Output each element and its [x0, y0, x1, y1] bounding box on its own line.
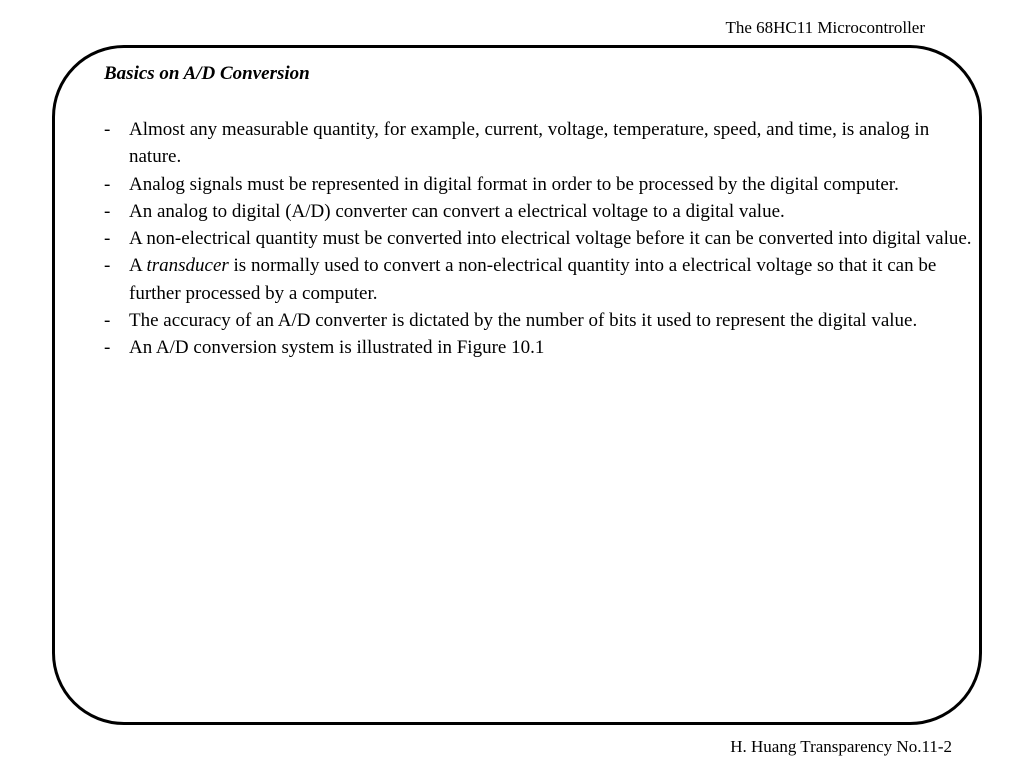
transducer-term: transducer [146, 255, 229, 277]
bullet-dash: - [104, 255, 111, 277]
footer-text: H. Huang Transparency No.11-2 [730, 737, 952, 756]
slide-title: Basics on A/D Conversion [104, 63, 310, 84]
bullet-text: An analog to digital (A/D) converter can convert a electrical voltage to a digital value. [129, 200, 785, 222]
bullet-dash: - [104, 228, 111, 250]
slide-content [104, 62, 974, 362]
bullet-item [104, 334, 974, 361]
bullet-dash: - [104, 310, 111, 332]
bullet-text-post: is normally used to convert a non-electrical quantity into a electrical voltage so that it can be further processed by a computer. [129, 255, 937, 304]
bullet-item [104, 171, 974, 198]
bullet-item [104, 225, 974, 252]
bullet-dash: - [104, 173, 111, 195]
bullet-text: The accuracy of an A/D converter is dictated by the number of bits it used to represent the digital value. [129, 310, 918, 332]
bullet-text: An A/D conversion system is illustrated in Figure 10.1 [129, 337, 545, 359]
bullet-item [104, 198, 974, 225]
bullet-item [104, 307, 974, 334]
bullet-list [104, 116, 974, 362]
bullet-item [104, 116, 974, 171]
bullet-text-pre: A [129, 255, 147, 277]
bullet-text: Analog signals must be represented in digital format in order to be processed by the digital computer. [129, 173, 899, 195]
bullet-dash: - [104, 200, 111, 222]
bullet-text: A non-electrical quantity must be converted into electrical voltage before it can be converted into digital value. [129, 228, 972, 250]
bullet-dash: - [104, 119, 111, 140]
header-title: The 68HC11 Microcontroller [725, 18, 925, 37]
bullet-text: Almost any measurable quantity, for example, current, voltage, temperature, speed, and time, is analog in nature. [129, 119, 930, 168]
bullet-item [104, 252, 974, 307]
bullet-dash: - [104, 337, 111, 359]
